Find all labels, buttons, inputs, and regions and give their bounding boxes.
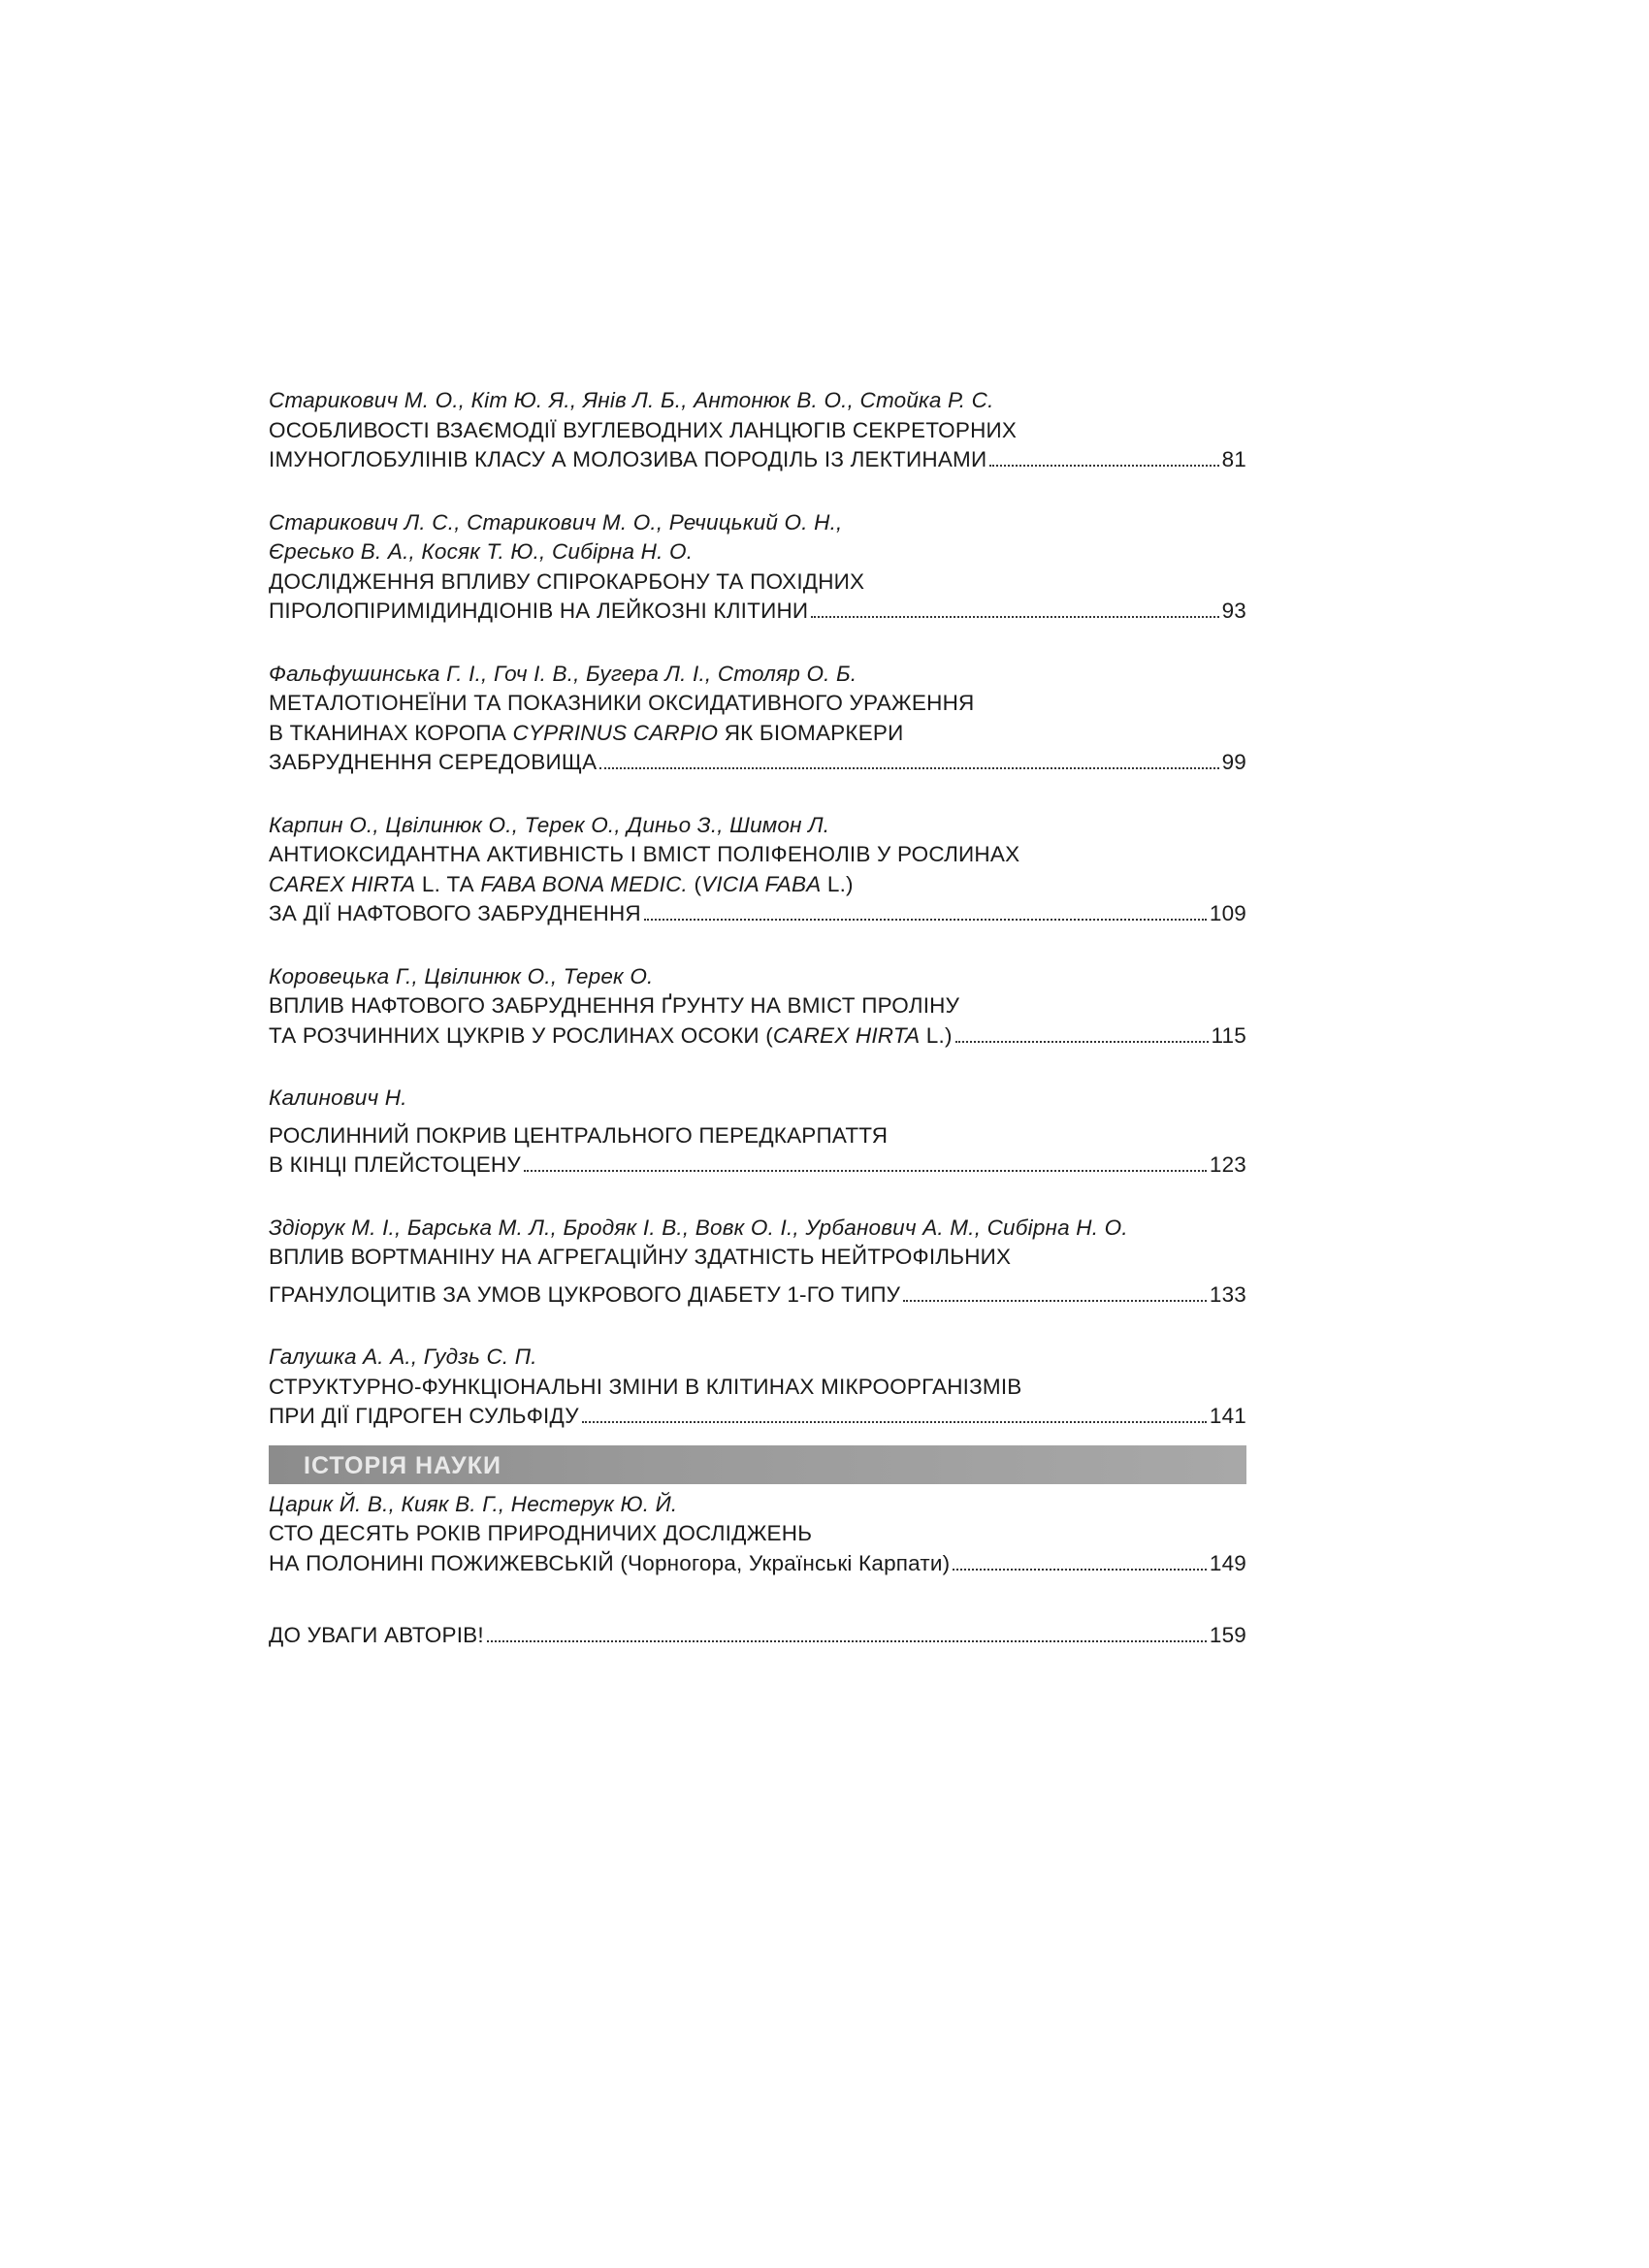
page-number: 141 (1209, 1404, 1246, 1428)
entry-authors: Коровецька Г., Цвілинюк О., Терек О. (269, 963, 654, 988)
toc-entry (269, 962, 1246, 1052)
entry-title-line-latin (269, 719, 1246, 749)
toc-entry (269, 386, 1246, 475)
entry-title-line: СТРУКТУРНО-ФУНКЦІОНАЛЬНІ ЗМІНИ В КЛІТИНАХ МІКРООРГАНІЗМІВ (269, 1374, 1022, 1399)
entry-authors: Калинович Н. (269, 1085, 407, 1110)
entry-title-last-line[interactable] (269, 748, 1246, 778)
section-title: ІСТОРІЯ НАУКИ (304, 1451, 501, 1479)
toc-entry (269, 1490, 1246, 1579)
page-number: 133 (1209, 1281, 1246, 1307)
page-number: 93 (1221, 599, 1246, 623)
entry-title-last-line[interactable] (269, 445, 1246, 475)
entry-authors: Галушка А. А., Гудзь С. П. (269, 1345, 537, 1369)
entry-title-line: СТО ДЕСЯТЬ РОКІВ ПРИРОДНИЧИХ ДОСЛІДЖЕНЬ (269, 1521, 813, 1545)
entry-title-last-line[interactable] (269, 1402, 1246, 1432)
entry-title-last-line[interactable] (269, 597, 1246, 627)
species-name: VICIA FABA (701, 871, 822, 896)
entry-title-last-line[interactable] (269, 1621, 1246, 1651)
dot-leader (903, 1300, 1207, 1302)
title-text: L. ТА (415, 871, 481, 896)
dot-leader (599, 767, 1218, 769)
entry-title-text: ІМУНОГЛОБУЛІНІВ КЛАСУ А МОЛОЗИВА ПОРОДІЛЬ ІЗ ЛЕКТИНАМИ (269, 447, 987, 471)
toc-entry (269, 1343, 1246, 1432)
page-number: 159 (1209, 1623, 1246, 1647)
page-number: 123 (1209, 1152, 1246, 1177)
entry-title-line-latin (269, 870, 1246, 900)
entry-authors: Здіорук М. І., Барська М. Л., Бродяк І. В., Вовк О. І., Урбанович А. М., Сибірна Н. О. (269, 1215, 1128, 1240)
entry-title-text: ПІРОЛОПІРИМІДИНДІОНІВ НА ЛЕЙКОЗНІ КЛІТИНИ (269, 599, 809, 623)
dot-leader (524, 1170, 1207, 1172)
entry-authors: Царик Й. В., Кияк В. Г., Нестерук Ю. Й. (269, 1491, 678, 1516)
dot-leader (955, 1041, 1209, 1043)
dot-leader (487, 1640, 1207, 1642)
entry-title-text: ПРИ ДІЇ ГІДРОГЕН СУЛЬФІДУ (269, 1404, 579, 1428)
entry-authors: Старикович Л. С., Старикович М. О., Речицький О. Н., (269, 509, 843, 535)
species-name: CAREX HIRTA (772, 1022, 921, 1048)
title-text: L.) (920, 1022, 953, 1048)
title-text: L.) (821, 871, 854, 896)
entry-title-text (269, 1021, 953, 1052)
title-text: НА ПОЛОНИНІ ПОЖИЖЕВСЬКІЙ (269, 1550, 614, 1575)
entry-title-last-line[interactable] (269, 1549, 1246, 1579)
entry-title-last-line[interactable] (269, 1280, 1246, 1311)
dot-leader (811, 616, 1218, 618)
entry-authors: Фальфушинська Г. І., Гоч І. В., Бугера Л. І., Столяр О. Б. (269, 661, 857, 686)
entry-title-text: ГРАНУЛОЦИТІВ ЗА УМОВ ЦУКРОВОГО ДІАБЕТУ 1-ГО ТИПУ (269, 1281, 901, 1307)
entry-title-line: ДОСЛІДЖЕННЯ ВПЛИВУ СПІРОКАРБОНУ ТА ПОХІДНИХ (269, 568, 865, 594)
title-text: ( (688, 871, 702, 896)
entry-title-text: ЗАБРУДНЕННЯ СЕРЕДОВИЩА (269, 750, 598, 774)
title-text: ТА РОЗЧИННИХ ЦУКРІВ У РОСЛИНАХ ОСОКИ ( (269, 1022, 773, 1048)
entry-authors-continued: Єресько В. А., Косяк Т. Ю., Сибірна Н. О. (269, 539, 694, 564)
species-name: CAREX HIRTA (269, 871, 416, 896)
entry-title-last-line[interactable] (269, 899, 1246, 929)
entry-title-line: АНТИОКСИДАНТНА АКТИВНІСТЬ І ВМІСТ ПОЛІФЕНОЛІВ У РОСЛИНАХ (269, 842, 1020, 866)
page-number: 81 (1221, 447, 1246, 471)
page-number: 109 (1209, 901, 1246, 925)
section-header-band (269, 1445, 1246, 1484)
toc-entry (269, 811, 1246, 929)
entry-title-text (269, 1549, 950, 1579)
entry-title-last-line[interactable] (269, 1150, 1246, 1181)
species-name: CYPRINUS CARPIO (512, 720, 719, 745)
entry-title-line: ВПЛИВ ВОРТМАНІНУ НА АГРЕГАЦІЙНУ ЗДАТНІСТЬ НЕЙТРОФІЛЬНИХ (269, 1245, 1012, 1269)
toc-entry-authors-note (269, 1621, 1246, 1651)
entry-authors: Старикович М. О., Кіт Ю. Я., Янів Л. Б., Антонюк В. О., Стойка Р. С. (269, 388, 994, 412)
entry-title-text: В КІНЦІ ПЛЕЙСТОЦЕНУ (269, 1152, 521, 1177)
toc-entry (269, 1084, 1246, 1181)
title-subtext: (Чорногора, Українські Карпати) (613, 1550, 951, 1575)
title-text: В ТКАНИНАХ КОРОПА (269, 720, 513, 745)
dot-leader (989, 465, 1218, 467)
dot-leader (582, 1421, 1207, 1423)
entry-title-text: ДО УВАГИ АВТОРІВ! (269, 1623, 484, 1647)
entry-title-line: МЕТАЛОТІОНЕЇНИ ТА ПОКАЗНИКИ ОКСИДАТИВНОГО УРАЖЕННЯ (269, 691, 975, 715)
page-number: 99 (1221, 750, 1246, 774)
dot-leader (953, 1569, 1207, 1571)
entry-title-last-line[interactable] (269, 1021, 1246, 1052)
page-number: 149 (1209, 1550, 1246, 1575)
dot-leader (644, 919, 1207, 921)
page-number: 115 (1211, 1022, 1246, 1048)
entry-title-line: ВПЛИВ НАФТОВОГО ЗАБРУДНЕННЯ ҐРУНТУ НА ВМІСТ ПРОЛІНУ (269, 993, 960, 1018)
entry-title-line: ОСОБЛИВОСТІ ВЗАЄМОДІЇ ВУГЛЕВОДНИХ ЛАНЦЮГІВ СЕКРЕТОРНИХ (269, 417, 1018, 442)
entry-title-text: ЗА ДІЇ НАФТОВОГО ЗАБРУДНЕННЯ (269, 901, 641, 925)
toc-entry (269, 508, 1246, 627)
table-of-contents (269, 386, 1246, 1684)
toc-entry (269, 1214, 1246, 1311)
entry-authors: Карпин О., Цвілинюк О., Терек О., Диньо З., Шимон Л. (269, 812, 830, 837)
species-name: FABA BONA MEDIC. (480, 871, 688, 896)
toc-entry (269, 660, 1246, 778)
title-text: ЯК БІОМАРКЕРИ (718, 720, 904, 745)
entry-title-line: РОСЛИННИЙ ПОКРИВ ЦЕНТРАЛЬНОГО ПЕРЕДКАРПАТТЯ (269, 1122, 889, 1148)
